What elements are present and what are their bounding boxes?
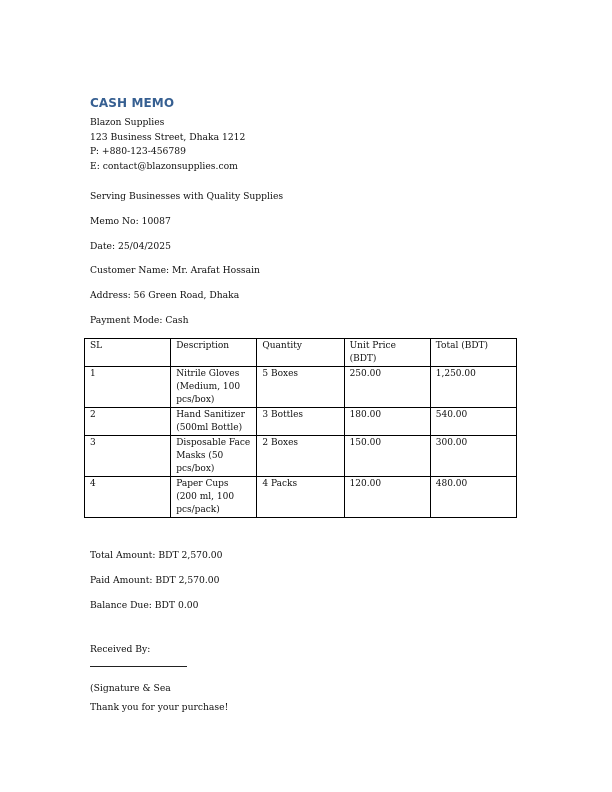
company-email: E: contact@blazonsupplies.com — [90, 161, 238, 172]
table-row — [85, 436, 517, 477]
cell-sl: 4 — [85, 477, 171, 518]
column-header-sl: SL — [85, 339, 171, 367]
column-header-total: Total (BDT) — [430, 339, 516, 367]
column-header-description: Description — [171, 339, 257, 367]
payment-mode: Payment Mode: Cash — [90, 315, 189, 326]
cell-sl: 3 — [85, 436, 171, 477]
cell-total: 540.00 — [430, 408, 516, 436]
memo-date: Date: 25/04/2025 — [90, 241, 171, 252]
cell-total: 1,250.00 — [430, 367, 516, 408]
company-address: 123 Business Street, Dhaka 1212 — [90, 132, 246, 143]
memo-number: Memo No: 10087 — [90, 216, 171, 227]
table-row — [85, 408, 517, 436]
column-header-unit-price: Unit Price (BDT) — [344, 339, 430, 367]
table-header-row — [85, 339, 517, 367]
cell-description: Nitrile Gloves (Medium, 100 pcs/box) — [171, 367, 257, 408]
column-header-quantity: Quantity — [257, 339, 344, 367]
company-name: Blazon Supplies — [90, 117, 165, 128]
signature-line — [90, 666, 187, 667]
cell-description: Hand Sanitizer (500ml Bottle) — [171, 408, 257, 436]
cell-description: Disposable Face Masks (50 pcs/box) — [171, 436, 257, 477]
table-row — [85, 367, 517, 408]
received-by-label: Received By: — [90, 644, 151, 655]
customer-name: Customer Name: Mr. Arafat Hossain — [90, 265, 260, 276]
cell-unit-price: 150.00 — [344, 436, 430, 477]
cell-description: Paper Cups (200 ml, 100 pcs/pack) — [171, 477, 257, 518]
items-table — [84, 338, 517, 518]
cell-quantity: 5 Boxes — [257, 367, 344, 408]
total-amount: Total Amount: BDT 2,570.00 — [90, 550, 223, 561]
cell-sl: 2 — [85, 408, 171, 436]
cell-quantity: 4 Packs — [257, 477, 344, 518]
cell-total: 480.00 — [430, 477, 516, 518]
cell-unit-price: 120.00 — [344, 477, 430, 518]
balance-due: Balance Due: BDT 0.00 — [90, 600, 199, 611]
table-row — [85, 477, 517, 518]
cell-quantity: 3 Bottles — [257, 408, 344, 436]
customer-address: Address: 56 Green Road, Dhaka — [90, 290, 240, 301]
cell-quantity: 2 Boxes — [257, 436, 344, 477]
cell-sl: 1 — [85, 367, 171, 408]
cell-unit-price: 180.00 — [344, 408, 430, 436]
signature-label: (Signature & Sea — [90, 683, 171, 694]
cell-total: 300.00 — [430, 436, 516, 477]
thank-you-note: Thank you for your purchase! — [90, 702, 229, 713]
company-phone: P: +880-123-456789 — [90, 146, 186, 157]
cell-unit-price: 250.00 — [344, 367, 430, 408]
paid-amount: Paid Amount: BDT 2,570.00 — [90, 575, 220, 586]
memo-title: CASH MEMO — [90, 96, 175, 110]
tagline: Serving Businesses with Quality Supplies — [90, 191, 284, 202]
